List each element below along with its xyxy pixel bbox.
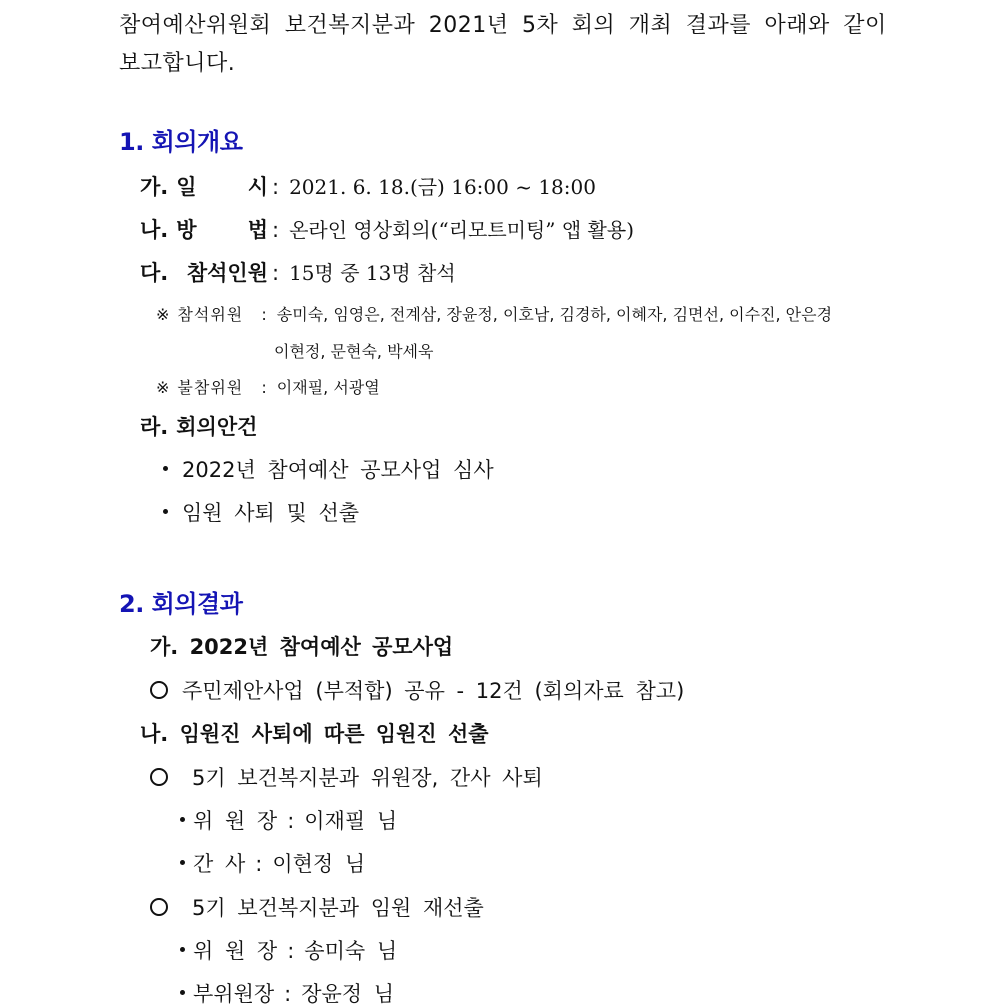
bullet-dot-icon xyxy=(180,860,185,865)
intro-line-1: 참여예산위원회 보건복지분과 2021년 5차 회의 개최 결과를 아래와 같이 xyxy=(119,13,887,38)
item-label: 나. 방 법 xyxy=(140,218,268,242)
reelection-item: 5기 보건복지분과 임원 재선출 xyxy=(150,892,484,922)
role-row: 위 원 장 : 이재필 님 xyxy=(180,805,397,835)
circle-bullet-icon xyxy=(150,898,168,916)
item-label: 라. 회의안건 xyxy=(140,415,258,439)
absentees-note: ※ 불참위원 : 이재필, 서광열 xyxy=(156,375,380,398)
reference-mark-icon: ※ xyxy=(156,378,170,397)
bullet-dot-icon xyxy=(180,817,185,822)
reference-mark-icon: ※ xyxy=(156,305,170,324)
agenda-bullet: 임원 사퇴 및 선출 xyxy=(163,497,359,527)
results-part-a-heading: 가. 2022년 참여예산 공모사업 xyxy=(150,635,454,659)
attendance-value: 15명 중 13명 참석 xyxy=(289,261,456,285)
section-title-results: 2. 회의결과 xyxy=(119,590,243,618)
bullet-dot-icon xyxy=(163,509,168,514)
item-label: 가. 일 시 xyxy=(140,175,268,199)
section-title-overview: 1. 회의개요 xyxy=(119,128,243,156)
item-datetime: 가. 일 시 : 2021. 6. 18.(금) 16:00 ~ 18:00 xyxy=(140,171,596,201)
datetime-value: 2021. 6. 18.(금) 16:00 ~ 18:00 xyxy=(289,175,596,199)
item-method: 나. 방 법 : 온라인 영상회의(“리모트미팅” 앱 활용) xyxy=(140,214,634,244)
results-part-a-item: 주민제안사업 (부적합) 공유 - 12건 (회의자료 참고) xyxy=(150,675,684,705)
intro-line-2: 보고합니다. xyxy=(119,51,236,76)
attendees-note: ※ 참석위원 : 송미숙, 임영은, 전계삼, 장윤정, 이호남, 김경하, 이혜자, 김면선, 이수진, 안은경 xyxy=(156,302,832,325)
circle-bullet-icon xyxy=(150,681,168,699)
resignation-item: 5기 보건복지분과 위원장, 간사 사퇴 xyxy=(150,762,543,792)
item-agenda xyxy=(140,411,257,441)
attendees-list: 송미숙, 임영은, 전계삼, 장윤정, 이호남, 김경하, 이혜자, 김면선, 이수진, 안은경 xyxy=(276,305,833,324)
bullet-dot-icon xyxy=(180,990,185,995)
role-row: 부위원장 : 장윤정 님 xyxy=(180,978,394,1008)
attendees-list-cont: 이현정, 문현숙, 박세욱 xyxy=(274,342,434,361)
agenda-bullet: 2022년 참여예산 공모사업 심사 xyxy=(163,454,494,484)
role-row: 간 사 : 이현정 님 xyxy=(180,848,365,878)
role-row: 위 원 장 : 송미숙 님 xyxy=(180,935,397,965)
absentees-list: 이재필, 서광열 xyxy=(276,378,380,397)
bullet-dot-icon xyxy=(180,947,185,952)
circle-bullet-icon xyxy=(150,768,168,786)
item-label: 다. 참석인원 xyxy=(140,261,268,285)
method-value: 온라인 영상회의(“리모트미팅” 앱 활용) xyxy=(289,218,635,242)
bullet-dot-icon xyxy=(163,466,168,471)
item-attendance: 다. 참석인원 : 15명 중 13명 참석 xyxy=(140,257,456,287)
results-part-b-heading: 나. 임원진 사퇴에 따른 임원진 선출 xyxy=(140,722,489,746)
